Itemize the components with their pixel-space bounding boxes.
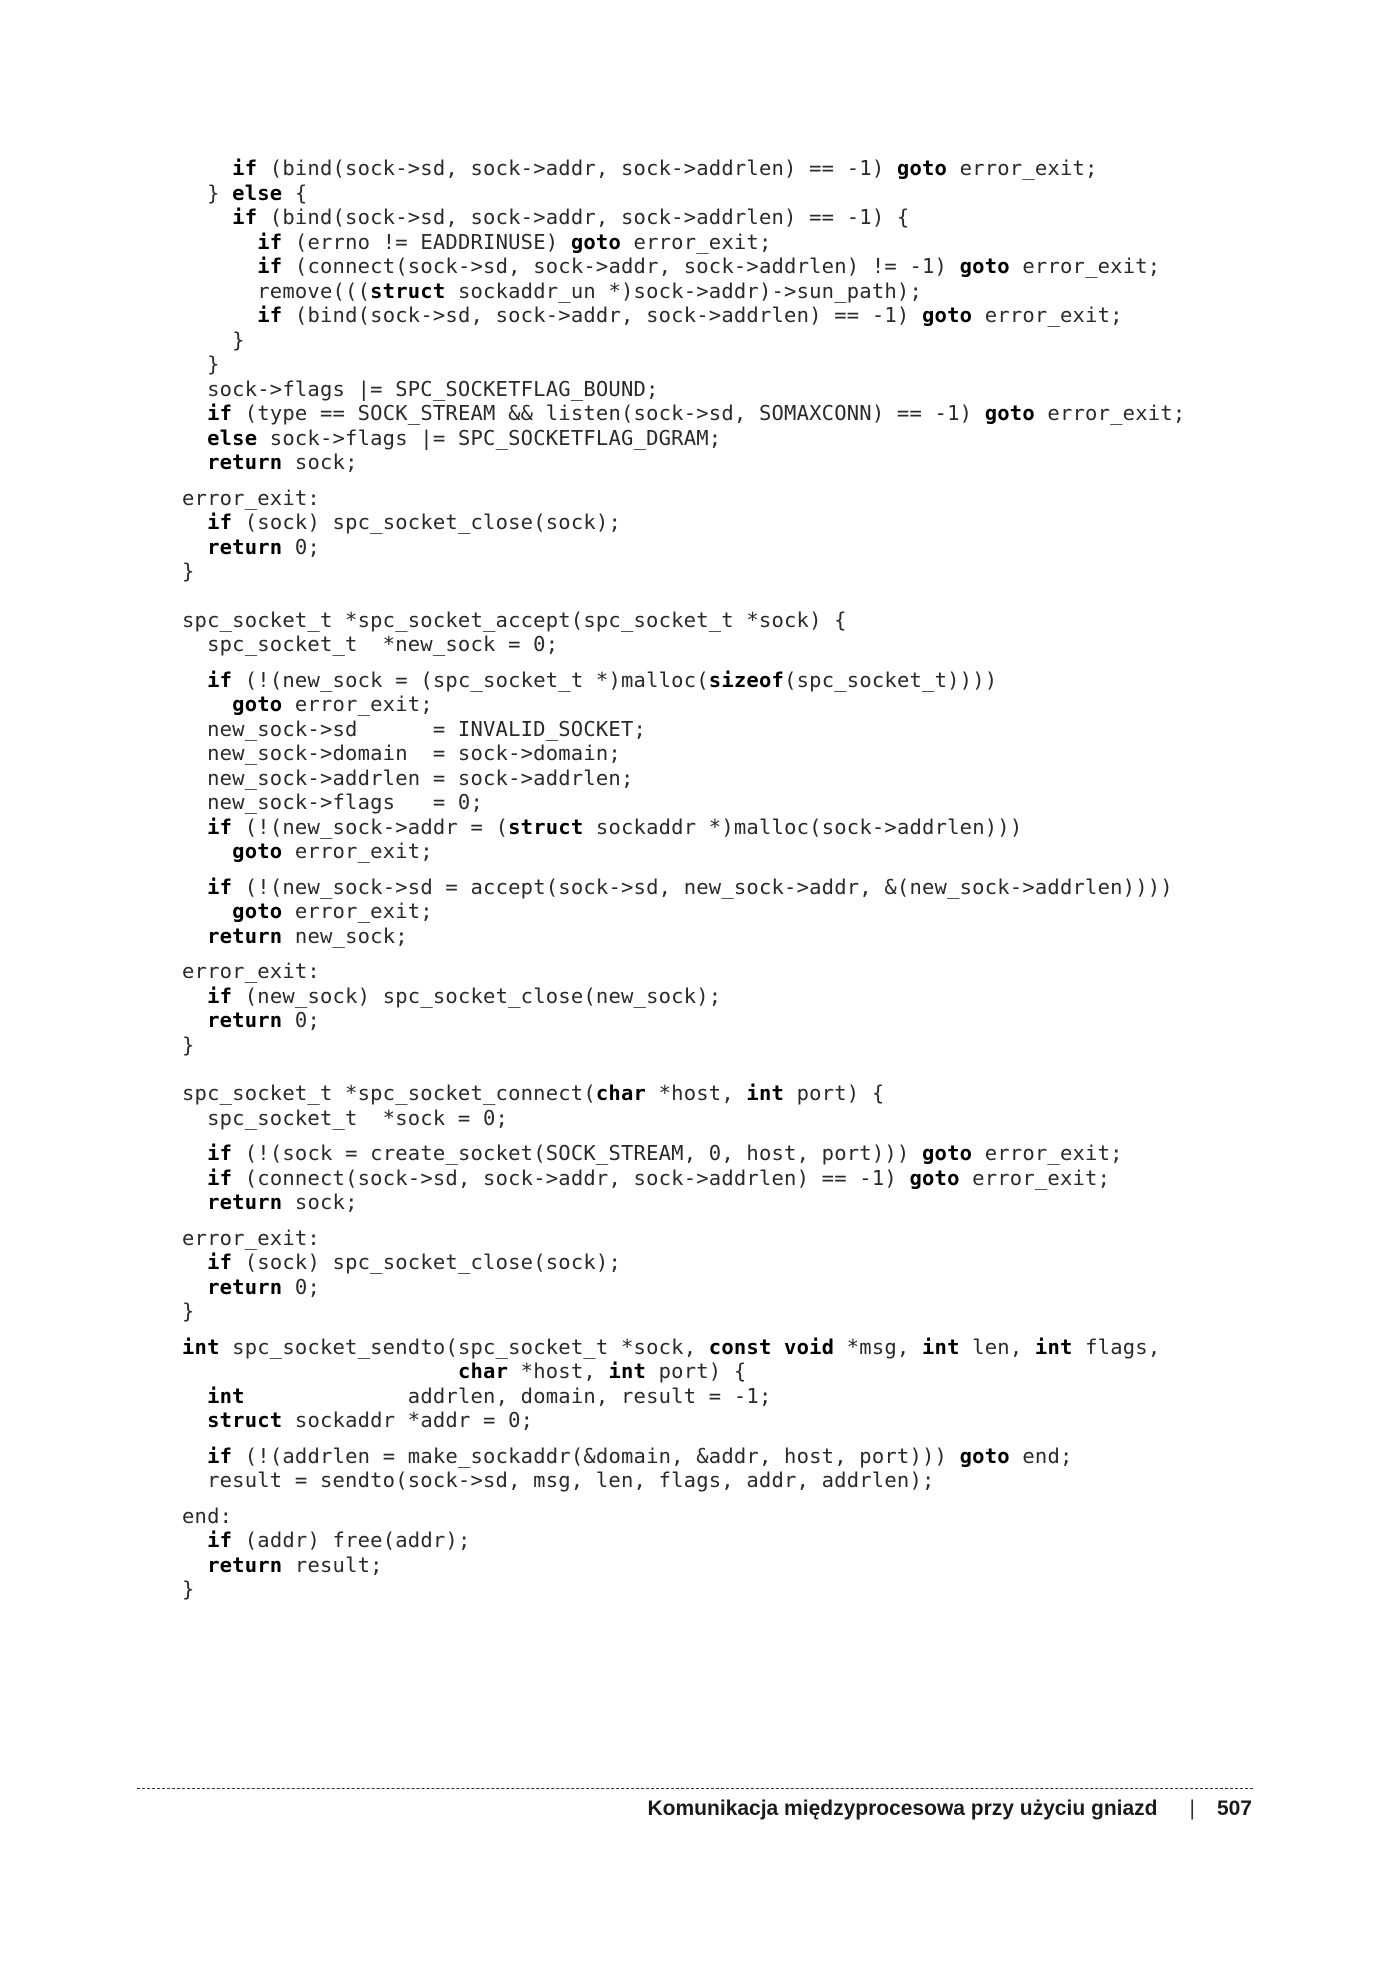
code-keyword: goto <box>922 303 973 327</box>
code-line <box>182 1359 1262 1384</box>
code-text <box>182 401 207 425</box>
code-text: sock; <box>282 1190 358 1214</box>
code-line <box>182 1275 1262 1300</box>
code-line <box>182 1250 1262 1275</box>
code-text <box>182 1275 207 1299</box>
code-keyword: if <box>207 1443 233 1468</box>
code-text <box>182 1141 207 1165</box>
code-text: error_exit; <box>972 1141 1123 1165</box>
code-text <box>772 1335 785 1359</box>
code-text <box>182 156 232 180</box>
code-spacer <box>182 948 1262 959</box>
code-text: error_exit: <box>182 1225 320 1250</box>
code-line <box>182 1081 1262 1106</box>
code-text <box>182 1528 207 1552</box>
code-keyword: int <box>922 1334 960 1359</box>
code-text: } <box>182 1299 195 1323</box>
code-blank-line <box>182 1057 1262 1081</box>
code-spacer <box>182 475 1262 486</box>
code-line <box>182 254 1262 279</box>
code-text <box>182 1250 207 1274</box>
code-line <box>182 815 1262 840</box>
code-blank-line <box>182 584 1262 608</box>
code-text <box>182 450 207 474</box>
code-line <box>182 279 1262 304</box>
code-line <box>182 1444 1262 1469</box>
code-text <box>182 815 207 839</box>
code-keyword: int <box>608 1359 647 1383</box>
code-text: 0; <box>282 1008 320 1032</box>
code-text: (!(addrlen = make_sockaddr(&domain, &addr, host, port))) <box>232 1443 960 1468</box>
code-text <box>182 668 207 692</box>
code-text: error_exit; <box>972 303 1123 327</box>
code-line <box>182 1384 1262 1409</box>
code-keyword: if <box>232 156 258 180</box>
code-keyword: int <box>1034 1334 1073 1359</box>
code-text <box>182 1553 207 1577</box>
code-line <box>182 328 1262 353</box>
code-keyword: struct <box>508 814 584 839</box>
code-text: error_exit; <box>1009 254 1161 278</box>
code-line <box>182 1226 1262 1251</box>
code-text: (bind(sock->sd, sock->addr, sock->addrlen) == -1) <box>282 303 923 327</box>
code-line <box>182 1335 1262 1360</box>
code-text: sockaddr *)malloc(sock->addrlen))) <box>583 814 1023 839</box>
code-text: } <box>182 559 195 583</box>
code-line <box>182 426 1262 451</box>
code-line <box>182 1528 1262 1553</box>
code-line <box>182 401 1262 426</box>
code-text: *host, <box>646 1081 747 1105</box>
code-text: result = sendto(sock->sd, msg, len, flags, addr, addrlen); <box>182 1468 935 1492</box>
code-text: new_sock->domain = sock->domain; <box>182 741 621 765</box>
code-text: port) { <box>784 1081 885 1105</box>
code-keyword: goto <box>922 1141 973 1165</box>
code-text: error_exit; <box>282 899 433 923</box>
code-text: (bind(sock->sd, sock->addr, sock->addrlen) == -1) { <box>257 205 910 229</box>
code-text: spc_socket_sendto(spc_socket_t *sock, <box>219 1334 709 1359</box>
code-text: (connect(sock->sd, sock->addr, sock->addrlen) != -1) <box>282 254 960 278</box>
code-text: *msg, <box>834 1334 923 1359</box>
code-line <box>182 1408 1262 1433</box>
running-title: Komunikacja międzyprocesowa przy użyciu gniazd <box>647 1797 1158 1820</box>
code-text: sockaddr_un *)sock->addr)->sun_path); <box>445 278 923 303</box>
code-text <box>182 1166 207 1190</box>
code-keyword: if <box>207 814 233 839</box>
page-footer <box>648 1797 1252 1821</box>
code-text: *host, <box>508 1359 609 1383</box>
code-text: spc_socket_t *spc_socket_accept(spc_socket_t *sock) { <box>182 607 847 632</box>
code-text: (!(new_sock->addr = ( <box>232 814 509 839</box>
code-text <box>182 1190 207 1214</box>
code-line <box>182 450 1262 475</box>
code-keyword: goto <box>959 254 1010 278</box>
code-line <box>182 1166 1262 1191</box>
code-text: } <box>182 352 220 376</box>
code-text: (bind(sock->sd, sock->addr, sock->addrlen) == -1) <box>257 156 897 180</box>
code-text: (new_sock) spc_socket_close(new_sock); <box>232 983 722 1008</box>
code-text: error_exit; <box>959 1165 1111 1190</box>
code-text: remove((( <box>182 278 371 303</box>
code-text <box>182 254 257 278</box>
code-line <box>182 984 1262 1009</box>
code-keyword: if <box>207 1165 233 1190</box>
code-line <box>182 766 1262 791</box>
code-text: spc_socket_t *new_sock = 0; <box>182 632 559 656</box>
code-line <box>182 959 1262 984</box>
code-line <box>182 205 1262 230</box>
code-spacer <box>182 1493 1262 1504</box>
code-line <box>182 1190 1262 1215</box>
code-keyword: char <box>457 1359 509 1383</box>
code-line <box>182 741 1262 766</box>
code-text <box>182 875 207 899</box>
code-keyword: if <box>207 1141 233 1165</box>
code-line <box>182 717 1262 742</box>
code-line <box>182 1468 1262 1493</box>
code-text: error_exit; <box>621 229 772 254</box>
code-keyword: if <box>257 229 283 254</box>
code-text: (!(new_sock = (spc_socket_t *)malloc( <box>232 667 709 692</box>
code-line <box>182 790 1262 815</box>
code-text: sockaddr *addr = 0; <box>282 1408 534 1432</box>
code-text: { <box>282 180 308 205</box>
code-keyword: char <box>595 1081 647 1105</box>
code-text <box>182 839 232 863</box>
code-keyword: int <box>207 1383 245 1408</box>
code-text: error_exit; <box>282 839 433 863</box>
code-text <box>182 1408 207 1432</box>
code-keyword: struct <box>370 278 446 303</box>
code-line <box>182 924 1262 949</box>
code-keyword: if <box>207 983 233 1008</box>
code-line <box>182 377 1262 402</box>
code-text: error_exit: <box>182 485 320 510</box>
code-text <box>182 1384 207 1408</box>
footer-separator: | <box>1189 1797 1195 1820</box>
code-text: end: <box>182 1503 233 1528</box>
page-number: 507 <box>1216 1797 1252 1820</box>
code-text <box>182 924 207 948</box>
code-spacer <box>182 1433 1262 1444</box>
code-text <box>182 205 232 229</box>
code-text: spc_socket_t *spc_socket_connect( <box>182 1081 596 1105</box>
code-keyword: goto <box>570 229 621 254</box>
code-line <box>182 352 1262 377</box>
code-keyword: goto <box>909 1165 960 1190</box>
code-line <box>182 632 1262 657</box>
code-text: port) { <box>646 1359 747 1383</box>
code-text: new_sock; <box>282 923 408 948</box>
code-line <box>182 839 1262 864</box>
code-line <box>182 230 1262 255</box>
code-spacer <box>182 657 1262 668</box>
code-keyword: sizeof <box>708 667 785 692</box>
code-text: sock->flags |= SPC_SOCKETFLAG_DGRAM; <box>257 425 722 450</box>
code-line <box>182 1299 1262 1324</box>
code-keyword: if <box>232 205 258 229</box>
code-keyword: int <box>182 1334 220 1359</box>
code-text: } <box>182 327 245 352</box>
code-text: } <box>182 180 233 205</box>
code-text <box>182 984 207 1008</box>
code-text: (sock) spc_socket_close(sock); <box>232 1250 621 1274</box>
code-text <box>182 230 257 254</box>
code-keyword: goto <box>896 156 948 180</box>
code-keyword: return <box>207 1008 283 1032</box>
code-spacer <box>182 1130 1262 1141</box>
code-text: flags, <box>1072 1334 1161 1359</box>
code-keyword: return <box>207 534 283 559</box>
code-text: (errno != EADDRINUSE) <box>282 229 571 254</box>
code-text <box>182 426 207 450</box>
code-text: error_exit; <box>947 156 1098 180</box>
code-keyword: return <box>207 450 283 474</box>
code-text <box>182 535 207 559</box>
code-keyword: goto <box>232 899 283 923</box>
code-text <box>182 510 207 534</box>
code-text: len, <box>959 1334 1035 1359</box>
code-text <box>182 692 232 716</box>
code-keyword: if <box>207 667 233 692</box>
code-spacer <box>182 864 1262 875</box>
code-line <box>182 899 1262 924</box>
code-keyword: struct <box>207 1408 283 1432</box>
code-line <box>182 1553 1262 1578</box>
code-text: new_sock->addrlen = sock->addrlen; <box>182 765 634 790</box>
code-text: addrlen, domain, result = -1; <box>244 1383 772 1408</box>
code-text: (type == SOCK_STREAM && listen(sock->sd, SOMAXCONN) == -1) <box>232 401 985 425</box>
code-text: new_sock->flags = 0; <box>182 790 484 814</box>
code-text: end; <box>1009 1443 1073 1468</box>
code-keyword: if <box>207 874 233 899</box>
code-text: (!(sock = create_socket(SOCK_STREAM, 0, host, port))) <box>232 1141 922 1165</box>
code-line <box>182 303 1262 328</box>
code-line <box>182 668 1262 693</box>
code-text: sock; <box>282 450 358 474</box>
code-line <box>182 156 1262 181</box>
code-text: (spc_socket_t)))) <box>784 667 998 692</box>
code-line <box>182 535 1262 560</box>
code-keyword: return <box>207 1274 283 1299</box>
code-line <box>182 1141 1262 1166</box>
code-line <box>182 608 1262 633</box>
code-keyword: return <box>207 1190 283 1214</box>
code-keyword: if <box>257 303 283 327</box>
code-keyword: void <box>784 1334 835 1359</box>
code-text: } <box>182 1032 195 1057</box>
code-line <box>182 1577 1262 1602</box>
code-listing <box>182 156 1262 1602</box>
code-text: result; <box>282 1552 383 1577</box>
code-keyword: goto <box>984 401 1035 425</box>
code-keyword: if <box>207 1250 233 1274</box>
code-line <box>182 1504 1262 1529</box>
code-text: sock->flags |= SPC_SOCKETFLAG_BOUND; <box>182 376 659 401</box>
code-keyword: goto <box>232 839 283 863</box>
code-line <box>182 875 1262 900</box>
code-line <box>182 510 1262 535</box>
code-spacer <box>182 1215 1262 1226</box>
code-keyword: const <box>708 1334 772 1359</box>
code-keyword: if <box>207 1528 233 1552</box>
code-line <box>182 559 1262 584</box>
code-text <box>182 899 232 923</box>
code-text: spc_socket_t *sock = 0; <box>182 1105 509 1130</box>
code-keyword: return <box>207 923 283 948</box>
code-line <box>182 181 1262 206</box>
code-line <box>182 486 1262 511</box>
code-text <box>182 1008 207 1032</box>
code-text <box>182 303 257 327</box>
code-text: } <box>182 1577 195 1601</box>
code-text <box>182 1444 207 1468</box>
code-keyword: goto <box>959 1443 1010 1468</box>
code-text: error_exit: <box>182 959 320 983</box>
code-keyword: int <box>746 1081 785 1105</box>
code-text: (sock) spc_socket_close(sock); <box>232 510 621 534</box>
code-line <box>182 1008 1262 1033</box>
code-text: (!(new_sock->sd = accept(sock->sd, new_sock->addr, &(new_sock->addrlen)))) <box>232 874 1173 899</box>
code-line <box>182 1106 1262 1131</box>
code-keyword: else <box>207 425 258 450</box>
code-text <box>182 1359 458 1383</box>
footer-divider <box>137 1788 1253 1789</box>
code-keyword: if <box>207 510 233 534</box>
code-text: 0; <box>282 1274 320 1299</box>
code-text: error_exit; <box>282 692 433 716</box>
code-keyword: if <box>257 254 283 278</box>
code-text: (addr) free(addr); <box>232 1528 471 1552</box>
code-text: error_exit; <box>1034 401 1186 425</box>
code-keyword: return <box>207 1552 283 1577</box>
code-line <box>182 692 1262 717</box>
code-line <box>182 1033 1262 1058</box>
code-keyword: if <box>207 401 233 425</box>
code-keyword: goto <box>232 692 283 716</box>
code-keyword: else <box>232 180 283 205</box>
code-text: new_sock->sd = INVALID_SOCKET; <box>182 716 647 741</box>
code-spacer <box>182 1324 1262 1335</box>
code-text: (connect(sock->sd, sock->addr, sock->addrlen) == -1) <box>232 1165 910 1190</box>
code-text: 0; <box>282 534 320 559</box>
